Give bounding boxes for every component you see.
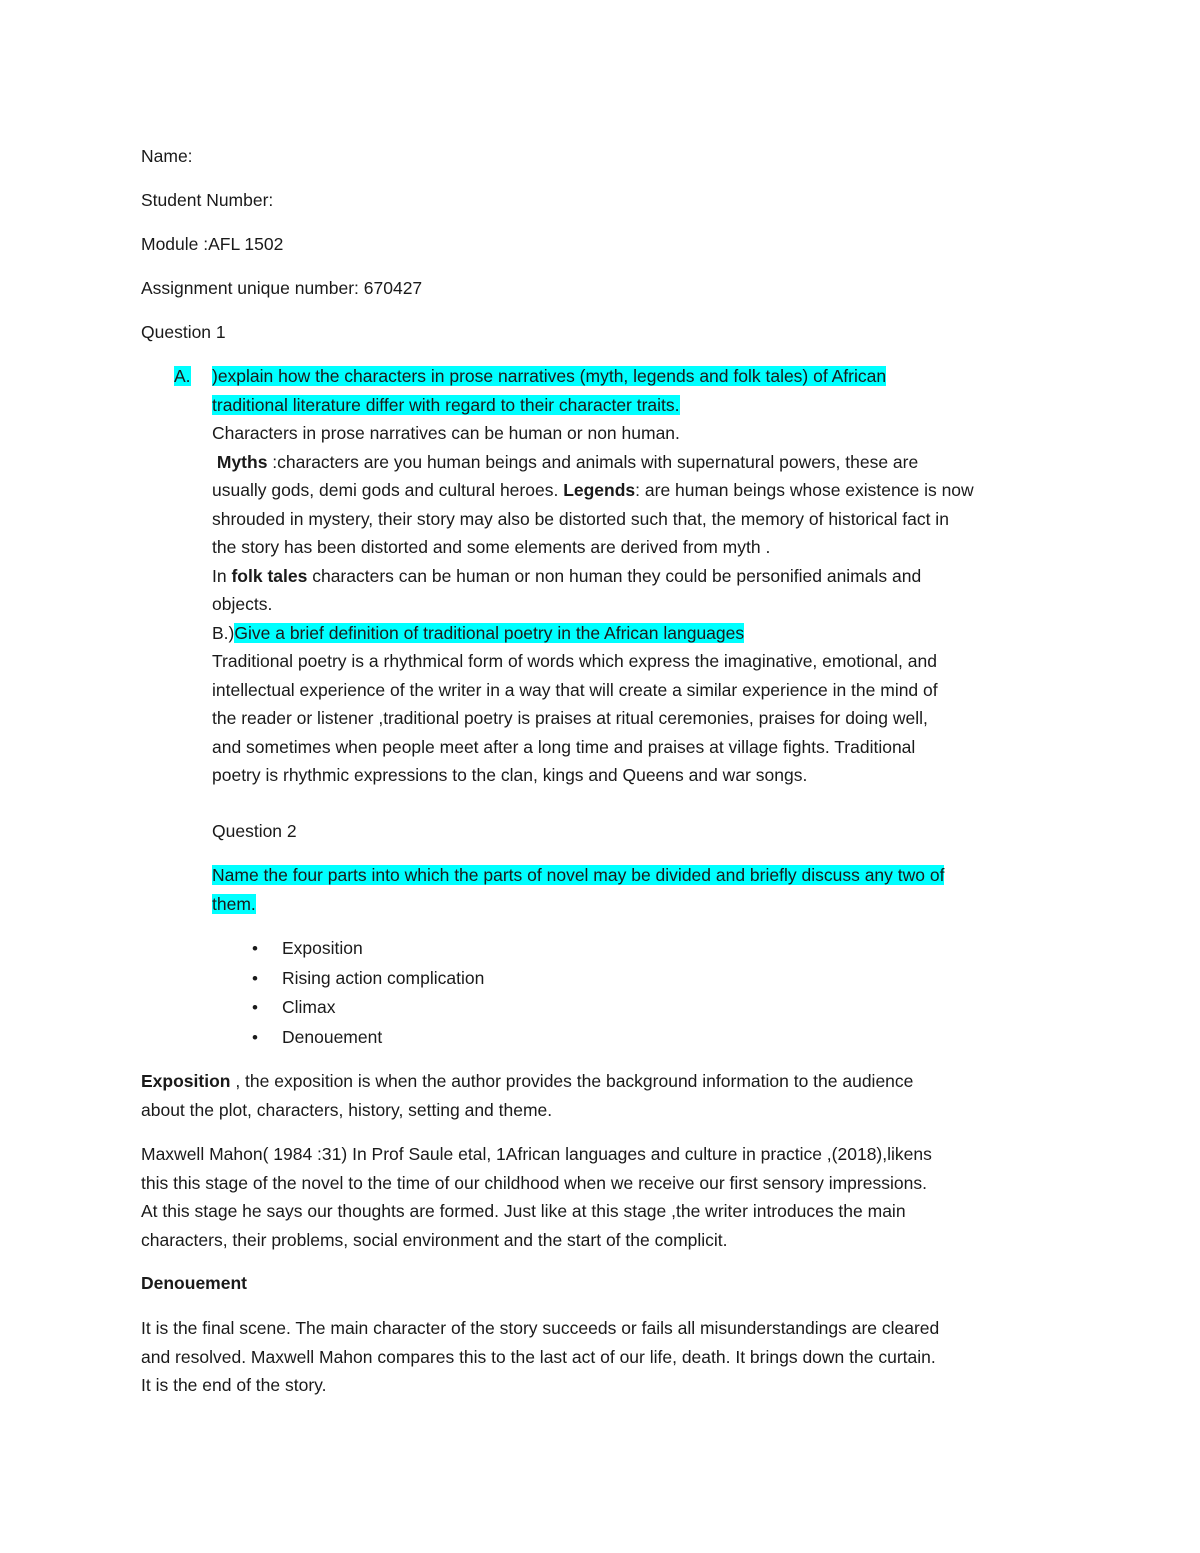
question-1a-line-2: traditional literature differ with regard to their character traits.	[212, 394, 680, 415]
folk-tales-line	[212, 562, 1072, 591]
legends-text-3: the story has been distorted and some elements are derived from myth .	[212, 537, 771, 557]
name-label: Name:	[141, 146, 193, 166]
folk-tales-label: folk tales	[231, 565, 308, 586]
legends-text-2: shrouded in mystery, their story may also be distorted such that, the memory of historical fact in	[212, 508, 949, 529]
myths-line	[212, 448, 1072, 477]
exposition-label: Exposition	[141, 1071, 231, 1091]
mahon-line-2: this this stage of the novel to the time of our childhood when we receive our first sensory impressions.	[141, 1172, 927, 1193]
assignment-number-line: Assignment unique number: 670427	[141, 278, 423, 298]
question-2-block	[212, 861, 1072, 918]
list-item: • Exposition	[252, 934, 484, 964]
denouement-line-1: It is the final scene. The main character of the story succeeds or fails all misunderstandings are cleared	[141, 1318, 940, 1338]
question-1-heading: Question 1	[141, 322, 226, 342]
question-1b-text: Give a brief definition of traditional poetry in the African languages	[234, 622, 745, 643]
mahon-line-4: characters, their problems, social environment and the start of the complicit.	[141, 1229, 728, 1250]
denouement-heading-text: Denouement	[141, 1273, 247, 1293]
myths-text-2: usually gods, demi gods and cultural heroes.	[212, 480, 564, 500]
question-2-line-1: Name the four parts into which the parts of novel may be divided and briefly discuss any two of	[212, 865, 945, 885]
denouement-line-2: and resolved. Maxwell Mahon compares this to the last act of our life, death. It brings down the curtain.	[141, 1346, 936, 1367]
list-item: • Rising action complication	[252, 964, 484, 994]
novel-parts-list	[252, 934, 484, 1052]
folk-prefix: In	[212, 565, 232, 586]
myths-text-1: :characters are you human beings and animals with supernatural powers, these are	[267, 451, 919, 472]
list-marker-a-text: A.	[174, 366, 191, 386]
mahon-line-1: Maxwell Mahon( 1984 :31) In Prof Saule etal, 1African languages and culture in practice ,(2018),likens	[141, 1144, 932, 1164]
module-line: Module :AFL 1502	[141, 234, 284, 254]
answer-1a-intro: Characters in prose narratives can be human or non human.	[212, 423, 680, 443]
legends-line	[212, 476, 1072, 505]
denouement-heading	[141, 1269, 247, 1298]
answer-1b-line-2: intellectual experience of the writer in a way that will create a similar experience in the mind of	[212, 679, 938, 700]
myths-label: Myths	[216, 451, 268, 472]
folk-text-1: characters can be human or non human they could be personified animals and	[307, 565, 922, 586]
exposition-paragraph	[141, 1067, 1081, 1124]
denouement-line-3: It is the end of the story.	[141, 1375, 327, 1395]
denouement-paragraph	[141, 1314, 1081, 1400]
list-marker-a	[174, 362, 191, 391]
exposition-text-1: , the exposition is when the author provides the background information to the audience	[230, 1071, 914, 1091]
mahon-paragraph	[141, 1140, 1081, 1254]
exposition-text-2: about the plot, characters, history, setting and theme.	[141, 1099, 553, 1120]
question-1b-prefix: B.)	[212, 622, 235, 643]
legends-text-1: : are human beings whose existence is now	[635, 480, 974, 500]
question-2-heading: Question 2	[212, 821, 297, 841]
legends-label: Legends	[563, 480, 636, 500]
answer-1b-line-3: the reader or listener ,traditional poetry is praises at ritual ceremonies, praises for doing well,	[212, 708, 928, 728]
answer-1b-line-1: Traditional poetry is a rhythmical form of words which express the imaginative, emotional, and	[212, 651, 937, 671]
list-item: • Denouement	[252, 1023, 484, 1053]
student-number-label: Student Number:	[141, 190, 274, 210]
mahon-line-3: At this stage he says our thoughts are formed. Just like at this stage ,the writer introduces the main	[141, 1201, 906, 1221]
answer-1b-line-5: poetry is rhythmic expressions to the clan, kings and Queens and war songs.	[212, 765, 808, 785]
folk-text-2: objects.	[212, 594, 273, 614]
answer-1b-line-4: and sometimes when people meet after a long time and praises at village fights. Traditional	[212, 736, 916, 757]
question-2-line-2: them.	[212, 893, 256, 914]
question-1a-line-1: )explain how the characters in prose narratives (myth, legends and folk tales) of African	[212, 366, 887, 386]
list-item: • Climax	[252, 993, 484, 1023]
question-1b-line	[212, 619, 1072, 648]
question-1a-block	[212, 362, 1072, 790]
